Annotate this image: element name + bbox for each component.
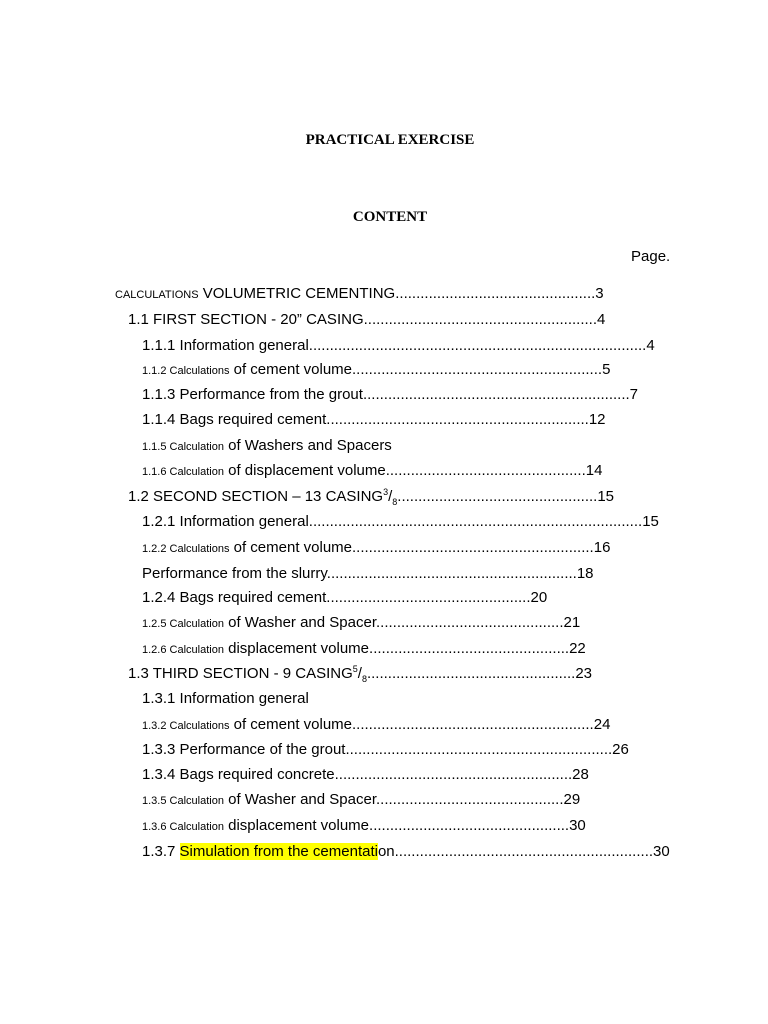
toc-entry-text: 1.1.3 Performance from the grout: [142, 386, 363, 403]
toc-entry-dots: ..................................................: [366, 665, 576, 682]
toc-entry-text: displacement volume: [223, 640, 370, 657]
toc-entry-prefix: Calculation: [169, 644, 224, 656]
toc-entry-number: 1.1.5: [142, 441, 170, 453]
toc-entry-prefix: Calculation: [169, 618, 224, 630]
toc-entry: [142, 715, 610, 735]
toc-entry-dots: ................................................................: [345, 741, 613, 758]
toc-entry-page: 21: [563, 614, 581, 631]
toc-entry-text: of Washers and Spacers: [223, 437, 392, 454]
toc-entry-dots: .............................................: [375, 614, 564, 631]
toc-entry-dots: .........................................................: [334, 766, 573, 783]
toc-entry-dots: ................................................................: [362, 386, 630, 403]
fraction-slash: /: [357, 665, 362, 682]
toc-entry: [142, 436, 392, 456]
toc-entry-page: 30: [653, 843, 670, 860]
toc-entry-page: 30: [569, 817, 586, 834]
toc-entry: [142, 740, 629, 760]
toc-entry: [142, 765, 589, 785]
toc-entry-dots: ................................................: [395, 285, 596, 302]
toc-entry: [142, 461, 602, 481]
toc-entry-number: 1.2.6: [142, 644, 170, 656]
toc-entry-text: on: [377, 843, 395, 860]
toc-entry-text: 1.1 FIRST SECTION - 20” CASING: [128, 311, 364, 328]
toc-entry-dots: ................................................: [385, 462, 586, 479]
toc-entry: [128, 310, 605, 330]
toc-entry-prefix: Calculation: [169, 441, 224, 453]
toc-entry-page: 22: [569, 640, 586, 657]
toc-entry-page: 18: [576, 565, 594, 582]
fraction-slash: /: [388, 488, 393, 505]
toc-entry-page: 24: [593, 716, 611, 733]
toc-entry-text: 1.1.1 Information general: [142, 337, 309, 354]
toc-entry-page: 15: [642, 513, 659, 530]
toc-entry-dots: ................................................: [397, 488, 598, 505]
toc-entry-text: of cement volume: [229, 361, 353, 378]
toc-entry-page: 4: [597, 311, 606, 328]
highlighted-text: Simulation from the cementati: [179, 843, 378, 860]
toc-entry-number: 1.2.2: [142, 543, 170, 555]
toc-entry-text: 1.2.4 Bags required cement: [142, 589, 327, 606]
toc-entry-page: 3: [595, 285, 604, 302]
toc-entry: [142, 538, 610, 558]
toc-entry-number: 1.3.2: [142, 720, 170, 732]
toc-entry: [128, 664, 592, 684]
toc-entry-number: 1.3.7: [142, 843, 180, 860]
toc-entry-dots: ................................................: [369, 817, 570, 834]
toc-entry-prefix: CALCULATIONS: [115, 289, 199, 301]
toc-entry-text: VOLUMETRIC CEMENTING: [198, 285, 396, 302]
toc-entry: [142, 564, 594, 584]
toc-entry-page: 7: [629, 386, 639, 403]
toc-entry-number: 1.2.5: [142, 618, 170, 630]
toc-entry: [142, 512, 659, 532]
fraction-denominator: 8: [392, 497, 398, 507]
toc-entry-text: 1.1.4 Bags required cement: [142, 411, 327, 428]
fraction-denominator: 8: [361, 674, 367, 684]
toc-entry-dots: ...............................................................: [326, 411, 589, 428]
toc-entry-page: 12: [588, 411, 606, 428]
toc-entry-dots: ................................................................................: [308, 513, 643, 530]
toc-entry-page: 20: [530, 589, 548, 606]
toc-entry-prefix: Calculations: [169, 720, 230, 732]
toc-entry-page: 14: [585, 462, 603, 479]
toc-entry-dots: .................................................: [326, 589, 531, 606]
toc-entry-number: 1.3.6: [142, 821, 170, 833]
toc-entry: [142, 689, 309, 709]
toc-entry: [142, 639, 586, 659]
toc-entry-page: 29: [563, 791, 581, 808]
toc-entry-dots: ..............................................................: [394, 843, 654, 860]
toc-entry-number: 1.3.5: [142, 795, 170, 807]
toc-entry-page: 28: [572, 766, 589, 783]
fraction-numerator: 5: [352, 664, 358, 674]
toc-entry: [142, 410, 606, 430]
toc-entry-prefix: Calculations: [169, 543, 230, 555]
toc-entry-text: 1.3.1 Information general: [142, 690, 309, 707]
toc-entry-dots: ..........................................................: [352, 716, 594, 733]
toc-entry-page: 4: [646, 337, 655, 354]
toc-entry-dots: .............................................: [375, 791, 564, 808]
toc-entry-dots: ..........................................................: [352, 539, 594, 556]
toc-entry-dots: ................................................: [369, 640, 570, 657]
toc-entry-number: 1.1.2: [142, 365, 170, 377]
toc-entry-prefix: Calculation: [169, 821, 224, 833]
toc-entry: [115, 284, 604, 304]
toc-entry-page: 26: [612, 741, 629, 758]
toc-entry: [142, 360, 610, 380]
toc-entry: [142, 588, 547, 608]
toc-entry-text: of Washer and Spacer: [223, 614, 376, 631]
toc-entry-text: 1.2 SECOND SECTION – 13 CASING: [128, 488, 384, 505]
toc-entry-text: 1.3.4 Bags required concrete: [142, 766, 335, 783]
toc-entry: [142, 816, 586, 836]
toc-entry-prefix: Calculation: [169, 795, 224, 807]
toc-entry-text: of displacement volume: [223, 462, 386, 479]
toc-entry: [142, 336, 655, 356]
toc-entry-text: of cement volume: [229, 539, 353, 556]
toc-entry-dots: ........................................................: [363, 311, 597, 328]
toc-entry-text: 1.3.3 Performance of the grout: [142, 741, 346, 758]
toc-entry: [142, 385, 638, 405]
toc-entry-text: displacement volume: [223, 817, 370, 834]
contents-heading: CONTENT: [352, 209, 428, 225]
toc-entry-page: 16: [593, 539, 611, 556]
toc-entry-page: 5: [602, 361, 611, 378]
toc-entry: [142, 613, 580, 633]
fraction-numerator: 3: [383, 487, 389, 497]
toc-entry-page: 23: [575, 665, 593, 682]
document-title: PRACTICAL EXERCISE: [305, 132, 475, 148]
toc-entry: [128, 487, 614, 507]
toc-entry-number: 1.1.6: [142, 466, 170, 478]
toc-entry-prefix: Calculations: [169, 365, 230, 377]
toc-entry-text: Performance from the slurry: [142, 565, 327, 582]
toc-entry-text: of cement volume: [229, 716, 353, 733]
toc-entry: [142, 842, 670, 862]
toc-entry-text: 1.2.1 Information general: [142, 513, 309, 530]
toc-entry-page: 15: [597, 488, 615, 505]
toc-entry-text: of Washer and Spacer: [223, 791, 376, 808]
toc-entry-dots: ............................................................: [352, 361, 603, 378]
toc-entry: [142, 790, 580, 810]
toc-entry-text: 1.3 THIRD SECTION - 9 CASING: [128, 665, 353, 682]
toc-entry-prefix: Calculation: [169, 466, 224, 478]
toc-entry-dots: .................................................................................: [308, 337, 647, 354]
toc-entry-dots: ............................................................: [326, 565, 577, 582]
page-column-label: Page.: [631, 248, 671, 265]
